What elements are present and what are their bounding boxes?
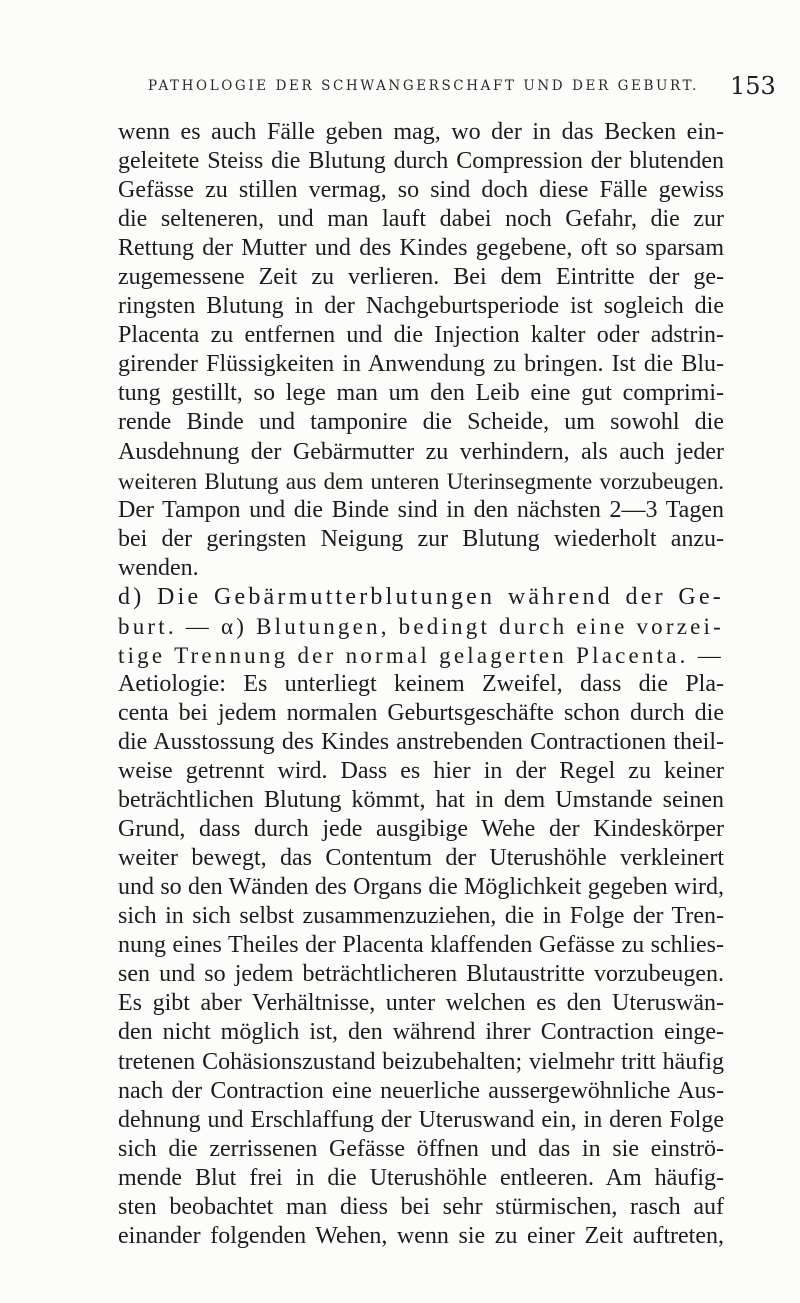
text-line: nach der Contraction eine neuerliche aussergewöhnliche Aus- <box>118 1077 724 1104</box>
text-line: nung eines Theiles der Placenta klaffenden Gefässe zu schlies- <box>118 932 724 959</box>
text-line: tige Trennung der normal gelagerten Placenta. — <box>118 642 724 668</box>
text-line: zugemessene Zeit zu verlieren. Bei dem Eintritte der ge- <box>118 264 724 291</box>
text-line: weiteren Blutung aus dem unteren Uterinsegmente vorzubeugen. <box>118 468 724 494</box>
text-line: Placenta zu entfernen und die Injection kalter oder adstrin- <box>118 322 724 349</box>
text-line: Rettung der Mutter und des Kindes gegebene, oft so sparsam <box>118 235 724 262</box>
text-line: den nicht möglich ist, den während ihrer Contraction einge- <box>118 1019 724 1046</box>
text-line: Aetiologie: Es unterliegt keinem Zweifel, dass die Pla- <box>118 670 724 697</box>
text-line: rende Binde und tamponire die Scheide, um sowohl die <box>118 409 724 436</box>
text-line: dehnung und Erschlaffung der Uteruswand ein, in deren Folge <box>118 1106 724 1133</box>
text-line: wenn es auch Fälle geben mag, wo der in das Becken ein- <box>118 119 724 145</box>
text-line: Ausdehnung der Gebärmutter zu verhindern, als auch jeder <box>118 438 724 465</box>
text-line: geleitete Steiss die Blutung durch Compression der blutenden <box>118 148 724 175</box>
text-line: Der Tampon und die Binde sind in den nächsten 2—3 Tagen <box>118 496 724 523</box>
text-line: Grund, dass durch jede ausgibige Wehe der Kindeskörper <box>118 816 724 843</box>
text-line: sten beobachtet man diess bei sehr stürmischen, rasch auf <box>118 1193 724 1220</box>
text-line: weiter bewegt, das Contentum der Uterushöhle verkleinert <box>118 845 724 872</box>
text-line: bei der geringsten Neigung zur Blutung wiederholt anzu- <box>118 525 724 552</box>
page-number: 153 <box>730 72 776 100</box>
text-line: centa bei jedem normalen Geburtsgeschäfte schon durch die <box>118 699 724 726</box>
text-line: einander folgenden Wehen, wenn sie zu einer Zeit auftreten, <box>118 1222 724 1249</box>
text-line: wenden. <box>118 554 199 581</box>
text-line: d) Die Gebärmutterblutungen während der Ge- <box>118 583 724 610</box>
text-line: weise getrennt wird. Dass es hier in der Regel zu keiner <box>118 758 724 785</box>
running-head: PATHOLOGIE DER SCHWANGERSCHAFT UND DER GEBURT. <box>148 78 700 94</box>
text-line: tretenen Cohäsionszustand beizubehalten; vielmehr tritt häufig <box>118 1048 724 1075</box>
text-line: mende Blut frei in die Uterushöhle entleeren. Am häufig- <box>118 1164 724 1191</box>
body-text <box>118 118 724 1251</box>
text-line: Gefässe zu stillen vermag, so sind doch diese Fälle gewiss <box>118 177 724 204</box>
text-line: und so den Wänden des Organs die Möglichkeit gegeben wird, <box>118 874 724 901</box>
text-line: sich die zerrissenen Gefässe öffnen und das in sie einströ- <box>118 1135 724 1162</box>
page-header <box>0 72 800 108</box>
text-line: sich in sich selbst zusammenzuziehen, die in Folge der Tren- <box>118 903 724 930</box>
text-line: girender Flüssigkeiten in Anwendung zu bringen. Ist die Blu- <box>118 351 724 378</box>
text-line: burt. — α) Blutungen, bedingt durch eine vorzei- <box>118 613 724 639</box>
text-line: beträchtlichen Blutung kömmt, hat in dem Umstande seinen <box>118 787 724 814</box>
text-line: sen und so jedem beträchtlicheren Blutaustritte vorzubeugen. <box>118 961 724 988</box>
text-line: die Ausstossung des Kindes anstrebenden Contractionen theil- <box>118 728 724 755</box>
text-line: die selteneren, und man lauft dabei noch Gefahr, die zur <box>118 206 724 233</box>
text-line: Es gibt aber Verhältnisse, unter welchen es den Uteruswän- <box>118 990 724 1017</box>
text-line: tung gestillt, so lege man um den Leib eine gut comprimi- <box>118 380 724 407</box>
text-line: ringsten Blutung in der Nachgeburtsperiode ist sogleich die <box>118 293 724 320</box>
